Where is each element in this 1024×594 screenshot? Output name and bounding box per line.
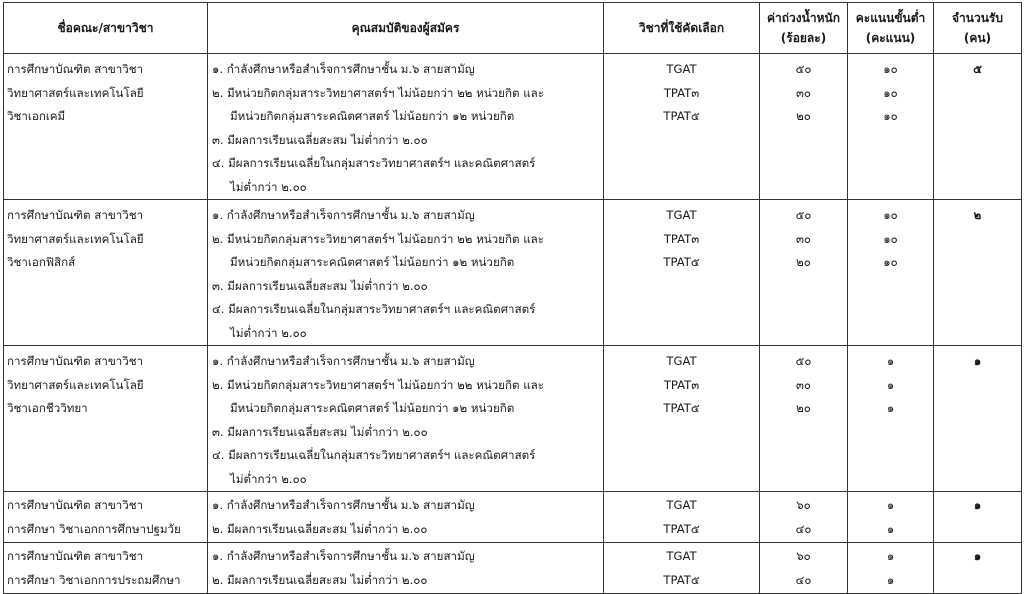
qualifications-cell-line: ๒. มีหน่วยกิตกลุ่มสาระวิทยาศาสตร์ฯ ไม่น้อยกว่า ๒๒ หน่วยกิต และ — [212, 377, 544, 392]
qualifications-cell-line: ๑. กำลังศึกษาหรือสำเร็จการศึกษาชั้น ม.๖ สายสามัญ — [212, 62, 475, 76]
qualifications-cell-line: มีหน่วยกิตกลุ่มสาระคณิตศาสตร์ ไม่น้อยกว่า ๑๒ หน่วยกิต — [230, 401, 515, 415]
program-name-cell — [4, 54, 208, 200]
min-score-cell-line: ๑ — [886, 549, 895, 563]
qualifications-cell-line: ๓. มีผลการเรียนเฉลี่ยสะสม ไม่ต่ำกว่า ๒.๐๐ — [212, 278, 428, 293]
qualifications-cell-line: ๒. มีผลการเรียนเฉลี่ยสะสม ไม่ต่ำกว่า ๒.๐๐ — [212, 521, 428, 536]
qualifications-cell — [208, 346, 604, 492]
subjects-cell — [604, 54, 760, 200]
program-name-cell-line: การศึกษา วิชาเอกการศึกษาปฐมวัย — [7, 521, 181, 536]
program-name-cell-line: การศึกษาบัณฑิต สาขาวิชา — [7, 498, 144, 512]
qualifications-cell-line: ไม่ต่ำกว่า ๒.๐๐ — [230, 179, 307, 194]
qualifications-cell-line: ๑. กำลังศึกษาหรือสำเร็จการศึกษาชั้น ม.๖ สายสามัญ — [212, 354, 475, 368]
quota-cell — [934, 492, 1022, 543]
weight-cell — [760, 54, 848, 200]
quota-value: ๑ — [973, 354, 982, 368]
weight-cell-line: ๒๐ — [796, 255, 811, 269]
header-subjects: วิชาที่ใช้คัดเลือก — [604, 3, 760, 54]
qualifications-cell-line: ๓. มีผลการเรียนเฉลี่ยสะสม ไม่ต่ำกว่า ๒.๐๐ — [212, 424, 428, 439]
subjects-cell-line: TGAT — [666, 354, 697, 368]
weight-cell — [760, 543, 848, 594]
program-name-cell-line: วิทยาศาสตร์และเทคโนโลยี — [7, 377, 144, 392]
min-score-cell-line: ๑ — [886, 354, 895, 368]
table-row — [4, 346, 1022, 492]
program-name-cell-line: การศึกษา วิชาเอกการประถมศึกษา — [7, 572, 181, 587]
qualifications-cell-line: มีหน่วยกิตกลุ่มสาระคณิตศาสตร์ ไม่น้อยกว่า ๑๒ หน่วยกิต — [230, 255, 515, 269]
program-name-cell-line: วิทยาศาสตร์และเทคโนโลยี — [7, 85, 144, 100]
qualifications-cell-line: ๒. มีหน่วยกิตกลุ่มสาระวิทยาศาสตร์ฯ ไม่น้อยกว่า ๒๒ หน่วยกิต และ — [212, 85, 544, 100]
program-name-cell-line: การศึกษาบัณฑิต สาขาวิชา — [7, 208, 144, 222]
weight-cell — [760, 200, 848, 346]
header-faculty: ชื่อคณะ/สาขาวิชา — [4, 3, 208, 54]
quota-cell — [934, 543, 1022, 594]
min-score-cell-line: ๑ — [886, 572, 895, 587]
min-score-cell-line: ๑๐ — [883, 109, 898, 123]
weight-cell-line: ๒๐ — [796, 401, 811, 415]
quota-value: ๒ — [973, 208, 982, 222]
min-score-cell-line: ๑ — [886, 401, 895, 415]
program-name-cell — [4, 346, 208, 492]
table-row — [4, 543, 1022, 594]
min-score-cell-line: ๑๐ — [883, 231, 898, 246]
quota-cell — [934, 54, 1022, 200]
subjects-cell — [604, 200, 760, 346]
subjects-cell-line: TGAT — [666, 549, 697, 563]
table-row — [4, 492, 1022, 543]
subjects-cell-line: TGAT — [666, 208, 697, 222]
quota-cell — [934, 346, 1022, 492]
subjects-cell — [604, 346, 760, 492]
weight-cell-line: ๒๐ — [796, 109, 811, 123]
program-name-cell-line: วิชาเอกฟิสิกส์ — [7, 255, 76, 269]
min-score-cell — [848, 492, 934, 543]
quota-cell — [934, 200, 1022, 346]
weight-cell-line: ๓๐ — [795, 85, 811, 100]
weight-cell-line: ๕๐ — [795, 62, 812, 76]
qualifications-cell — [208, 200, 604, 346]
quota-value: ๕ — [973, 62, 982, 76]
quota-value: ๑ — [973, 498, 982, 512]
table-row — [4, 200, 1022, 346]
weight-cell-line: ๖๐ — [796, 498, 811, 512]
header-min-score: คะแนนขั้นต่ำ (คะแนน) — [848, 3, 934, 54]
header-qualifications: คุณสมบัติของผู้สมัคร — [208, 3, 604, 54]
min-score-cell — [848, 346, 934, 492]
qualifications-cell-line: ๔. มีผลการเรียนเฉลี่ยในกลุ่มสาระวิทยาศาสตร์ฯ และคณิตศาสตร์ — [212, 156, 536, 170]
qualifications-cell-line: ไม่ต่ำกว่า ๒.๐๐ — [230, 325, 307, 340]
weight-cell-line: ๕๐ — [795, 208, 812, 222]
header-weight: ค่าถ่วงน้ำหนัก (ร้อยละ) — [760, 3, 848, 54]
min-score-cell — [848, 200, 934, 346]
weight-cell-line: ๓๐ — [795, 231, 811, 246]
subjects-cell-line: TPAT๕ — [663, 255, 700, 269]
program-name-cell-line: การศึกษาบัณฑิต สาขาวิชา — [7, 62, 144, 76]
weight-cell-line: ๖๐ — [796, 549, 811, 563]
qualifications-cell-line: ๓. มีผลการเรียนเฉลี่ยสะสม ไม่ต่ำกว่า ๒.๐๐ — [212, 132, 428, 147]
qualifications-cell-line: ๑. กำลังศึกษาหรือสำเร็จการศึกษาชั้น ม.๖ สายสามัญ — [212, 208, 475, 222]
program-name-cell-line: วิชาเอกชีววิทยา — [7, 401, 88, 415]
qualifications-cell-line: ๔. มีผลการเรียนเฉลี่ยในกลุ่มสาระวิทยาศาสตร์ฯ และคณิตศาสตร์ — [212, 302, 536, 316]
program-name-cell-line: การศึกษาบัณฑิต สาขาวิชา — [7, 354, 144, 368]
min-score-cell-line: ๑๐ — [883, 208, 898, 222]
admission-table — [3, 2, 1022, 594]
min-score-cell-line: ๑๐ — [883, 85, 898, 100]
qualifications-cell-line: ๑. กำลังศึกษาหรือสำเร็จการศึกษาชั้น ม.๖ สายสามัญ — [212, 549, 475, 563]
qualifications-cell — [208, 543, 604, 594]
subjects-cell-line: TPAT๕ — [663, 521, 700, 536]
subjects-cell-line: TPAT๓ — [663, 85, 700, 100]
subjects-cell — [604, 543, 760, 594]
qualifications-cell-line: ไม่ต่ำกว่า ๒.๐๐ — [230, 471, 307, 486]
min-score-cell-line: ๑ — [886, 498, 895, 512]
min-score-cell-line: ๑ — [886, 377, 895, 392]
table-row — [4, 54, 1022, 200]
subjects-cell-line: TGAT — [666, 62, 697, 76]
subjects-cell-line: TPAT๕ — [663, 401, 700, 415]
subjects-cell-line: TPAT๓ — [663, 377, 700, 392]
qualifications-cell-line: ๔. มีผลการเรียนเฉลี่ยในกลุ่มสาระวิทยาศาสตร์ฯ และคณิตศาสตร์ — [212, 448, 536, 462]
program-name-cell — [4, 200, 208, 346]
header-row — [4, 3, 1022, 54]
subjects-cell-line: TPAT๕ — [663, 109, 700, 123]
weight-cell-line: ๔๐ — [795, 572, 812, 587]
subjects-cell — [604, 492, 760, 543]
header-quota: จำนวนรับ (คน) — [934, 3, 1022, 54]
min-score-cell-line: ๑ — [886, 521, 895, 536]
subjects-cell-line: TGAT — [666, 498, 697, 512]
weight-cell-line: ๕๐ — [795, 354, 812, 368]
qualifications-cell-line: มีหน่วยกิตกลุ่มสาระคณิตศาสตร์ ไม่น้อยกว่า ๑๒ หน่วยกิต — [230, 109, 515, 123]
program-name-cell-line: วิทยาศาสตร์และเทคโนโลยี — [7, 231, 144, 246]
min-score-cell-line: ๑๐ — [883, 255, 898, 269]
program-name-cell — [4, 492, 208, 543]
min-score-cell — [848, 543, 934, 594]
qualifications-cell-line: ๒. มีหน่วยกิตกลุ่มสาระวิทยาศาสตร์ฯ ไม่น้อยกว่า ๒๒ หน่วยกิต และ — [212, 231, 544, 246]
quota-value: ๑ — [973, 549, 982, 563]
program-name-cell-line: วิชาเอกเคมี — [7, 109, 66, 123]
min-score-cell — [848, 54, 934, 200]
qualifications-cell-line: ๑. กำลังศึกษาหรือสำเร็จการศึกษาชั้น ม.๖ สายสามัญ — [212, 498, 475, 512]
min-score-cell-line: ๑๐ — [883, 62, 898, 76]
weight-cell — [760, 492, 848, 543]
weight-cell — [760, 346, 848, 492]
qualifications-cell — [208, 492, 604, 543]
subjects-cell-line: TPAT๓ — [663, 231, 700, 246]
qualifications-cell — [208, 54, 604, 200]
program-name-cell-line: การศึกษาบัณฑิต สาขาวิชา — [7, 549, 144, 563]
program-name-cell — [4, 543, 208, 594]
weight-cell-line: ๔๐ — [795, 521, 812, 536]
qualifications-cell-line: ๒. มีผลการเรียนเฉลี่ยสะสม ไม่ต่ำกว่า ๒.๐๐ — [212, 572, 428, 587]
weight-cell-line: ๓๐ — [795, 377, 811, 392]
subjects-cell-line: TPAT๕ — [663, 572, 700, 587]
